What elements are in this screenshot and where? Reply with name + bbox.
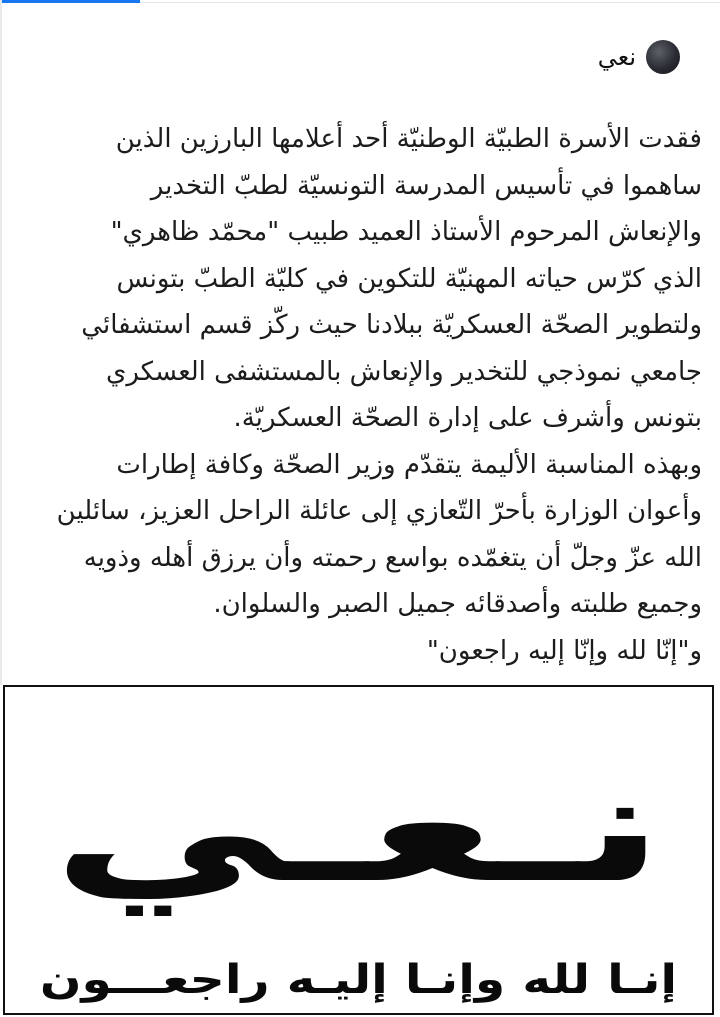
post-line: الله عزّ وجلّ أن يتغمّده بواسع رحمته وأن يرزق أهله وذويه — [83, 542, 702, 573]
left-border — [0, 0, 2, 685]
post-image[interactable] — [3, 685, 714, 1015]
post-header-text: نعي — [597, 43, 636, 71]
post-line: بتونس وأشرف على إدارة الصحّة العسكريّة. — [233, 403, 702, 433]
post-line: وبهذه المناسبة الأليمة يتقدّم وزير الصحّة وكافة إطارات — [116, 449, 702, 480]
post-line: و"إنّا لله وإنّا إليه راجعون" — [426, 635, 702, 666]
post-line: جامعي نموذجي للتخدير والإنعاش بالمستشفى العسكري — [105, 356, 702, 387]
post-line: والإنعاش المرحوم الأستاذ العميد طبيب "محمّد ظاهري" — [110, 217, 702, 247]
top-progress-bar — [0, 0, 140, 3]
post-header — [598, 40, 680, 74]
image-title: نـعـي — [52, 742, 665, 916]
black-circle-icon — [646, 40, 680, 74]
post-line: وجميع طلبته وأصدقائه جميل الصبر والسلوان. — [213, 589, 702, 619]
post-line: ساهموا في تأسيس المدرسة التونسيّة لطبّ التخدير — [150, 170, 702, 201]
top-divider — [140, 2, 720, 3]
post-line: ولتطوير الصحّة العسكريّة ببلادنا حيث ركّز قسم استشفائي — [81, 310, 702, 340]
image-subtitle: إنـا لله وإنـا إليـه راجعـــون — [39, 957, 678, 1003]
post-line: وأعوان الوزارة بأحرّ التّعازي إلى عائلة الراحل العزيز، سائلين — [56, 496, 702, 526]
post-line: فقدت الأسرة الطبيّة الوطنيّة أحد أعلامها البارزين الذين — [115, 124, 702, 154]
post-line: الذي كرّس حياته المهنيّة للتكوين في كليّة الطبّ بتونس — [116, 263, 702, 294]
post-body — [52, 116, 702, 674]
